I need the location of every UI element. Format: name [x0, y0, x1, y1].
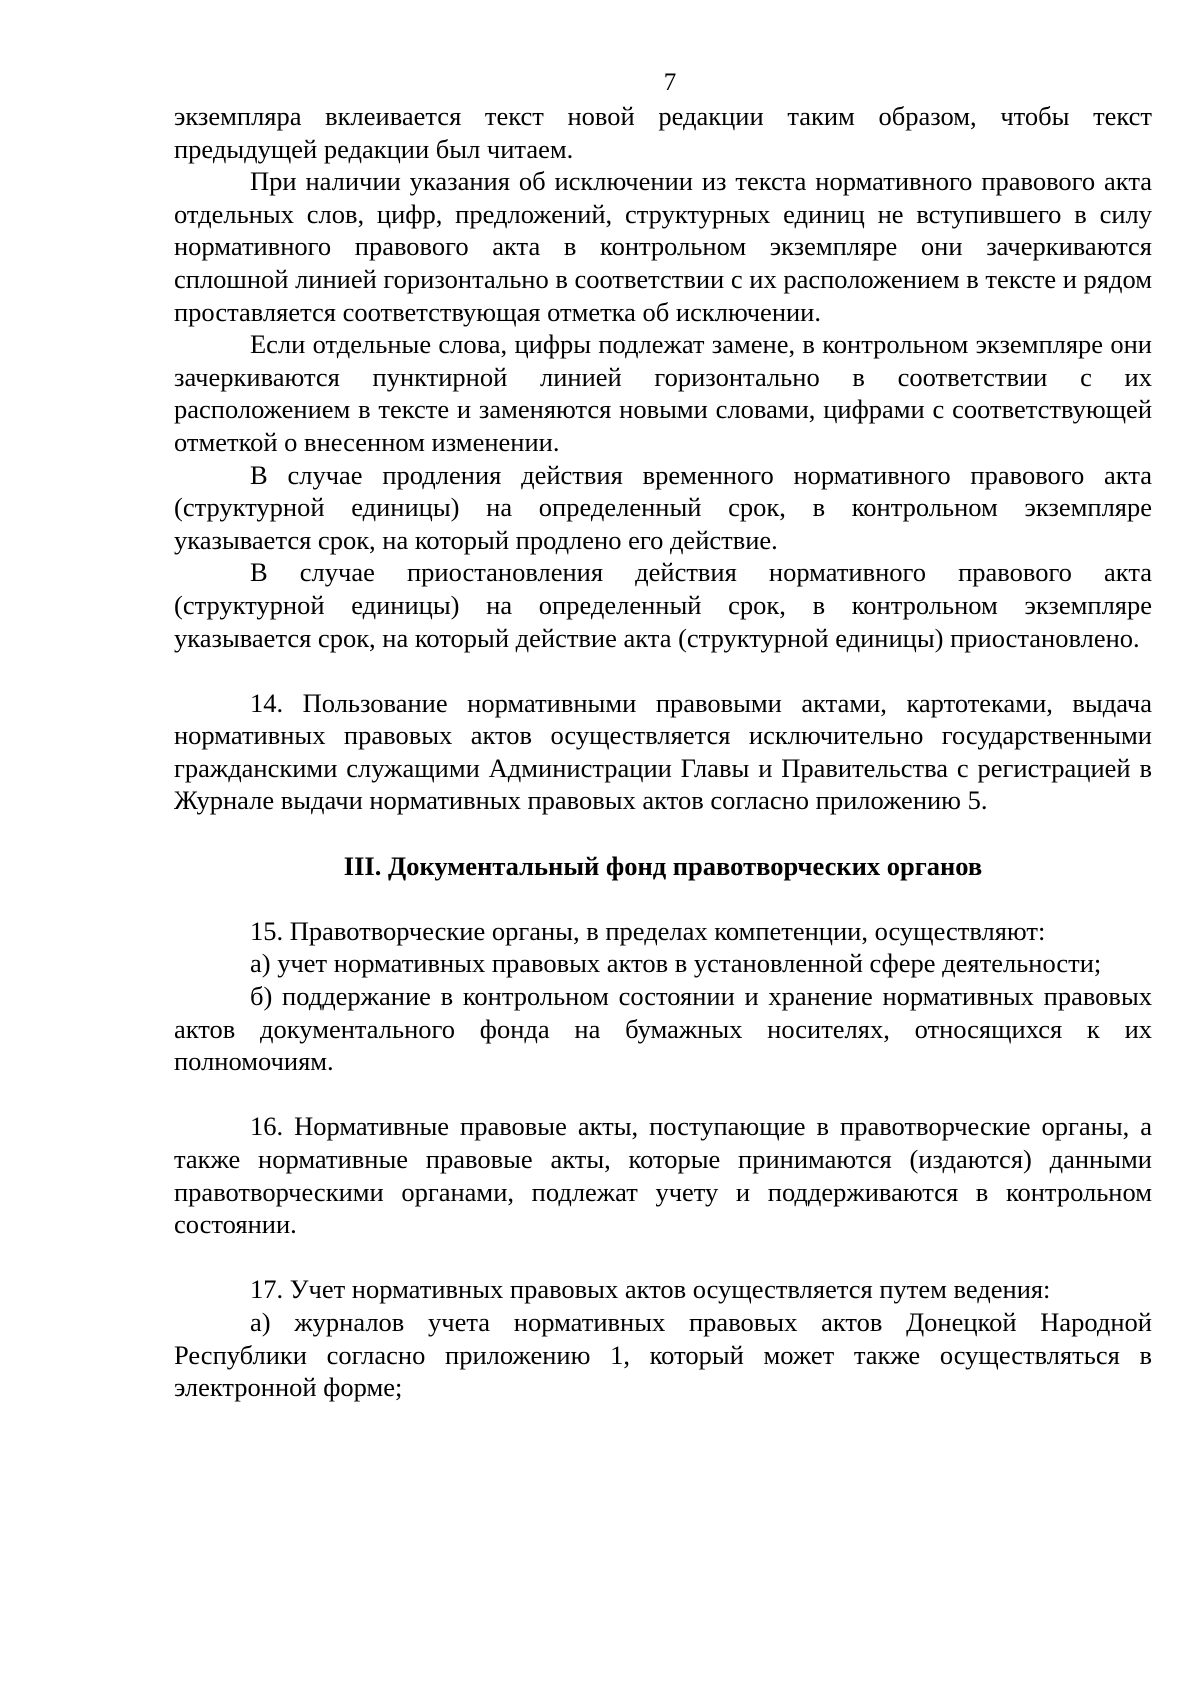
item-14: 14. Пользование нормативными правовыми актами, картотеками, выдача нормативных правовых актов осуществляется исключительно государственными гражданскими служащими Администрации Главы и Правительства с регистрацией в Журнале выдачи нормативных правовых актов согласно приложению 5. [174, 687, 1152, 816]
spacer [174, 1078, 1152, 1111]
item-17-a: а) журналов учета нормативных правовых актов Донецкой Народной Республики согласно приложению 1, который может также осуществляться в электронной форме; [174, 1306, 1152, 1403]
paragraph-exclusion: При наличии указания об исключении из текста нормативного правового акта отдельных слов, цифр, предложений, структурных единиц не вступившего в силу нормативного правового акта в контрольном экземпляре они зачеркиваются сплошной линией горизонтально в соответствии с их расположением в тексте и рядом проставляется соответствующая отметка об исключении. [174, 166, 1152, 327]
page-number: 7 [663, 69, 677, 96]
document-body [174, 100, 1152, 1404]
item-15-intro: 15. Правотворческие органы, в пределах компетенции, осуществляют: [250, 915, 1046, 946]
item-15-a: а) учет нормативных правовых актов в установленной сфере деятельности; [250, 948, 1102, 979]
spacer [174, 1241, 1152, 1274]
item-15-b: б) поддержание в контрольном состоянии и хранение нормативных правовых актов документального фонда на бумажных носителях, относящихся к их полномочиям. [174, 981, 1152, 1077]
section-heading: III. Документальный фонд правотворческих органов [343, 850, 983, 881]
document-page [174, 68, 1152, 1404]
item-16: 16. Нормативные правовые акты, поступающие в правотворческие органы, а также нормативные правовые акты, которые принимаются (издаются) данными правотворческими органами, подлежат учету и поддерживаются в контрольном состоянии. [174, 1111, 1152, 1240]
paragraph-suspension: В случае приостановления действия нормативного правового акта (структурной единицы) на определенный срок, в контрольном экземпляре указывается срок, на который действие акта (структурной единицы) приостановлено. [174, 557, 1152, 653]
paragraph-continuation: экземпляра вклеивается текст новой редакции таким образом, чтобы текст предыдущей редакции был читаем. [174, 101, 1152, 164]
spacer [174, 882, 1152, 915]
paragraph-replacement: Если отдельные слова, цифры подлежат замене, в контрольном экземпляре они зачеркиваются пунктирной линией горизонтально в соответствии с их расположением в тексте и заменяются новыми словами, цифрами с соответствующей отметкой о внесенном изменении. [174, 329, 1152, 457]
paragraph-extension: В случае продления действия временного нормативного правового акта (структурной единицы) на определенный срок, в контрольном экземпляре указывается срок, на который продлено его действие. [174, 459, 1152, 555]
spacer [174, 654, 1152, 687]
item-17-intro: 17. Учет нормативных правовых актов осуществляется путем ведения: [250, 1274, 1051, 1305]
spacer [174, 817, 1152, 850]
